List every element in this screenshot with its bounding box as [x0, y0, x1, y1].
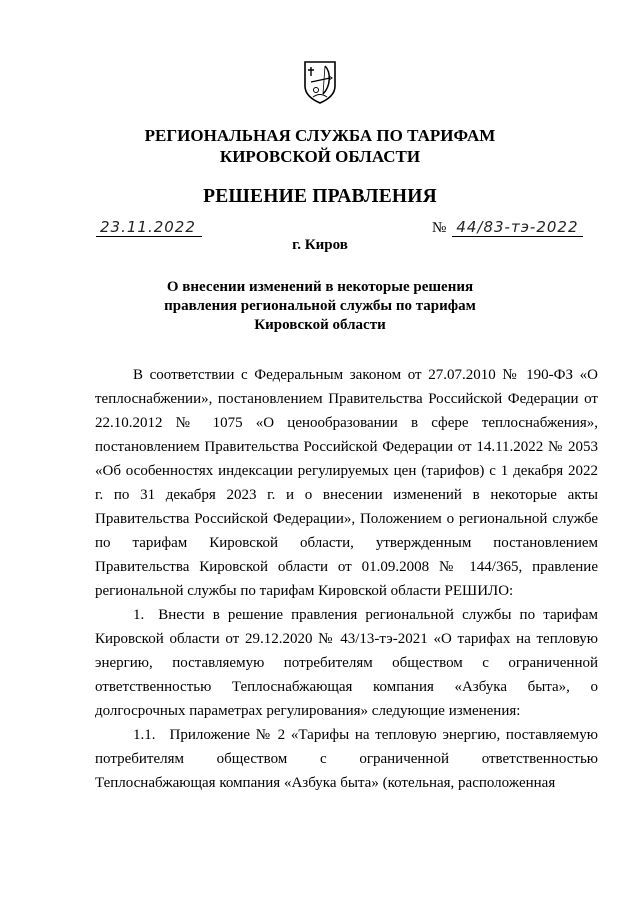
document-type-title: РЕШЕНИЕ ПРАВЛЕНИЯ	[203, 186, 437, 207]
document-date: 23.11.2022	[96, 218, 202, 237]
preamble-paragraph: В соответствии с Федеральным законом от 27.07.2010 № 190-ФЗ «О теплоснабжении», постановлением Правительства Российской Федерации от 22.10.2012 № 1075 «О ценообразовании в сфере теплоснабжения», постановлением Правительства Российской Федерации от 14.11.2022 № 2053 «Об особенностях индексации регулируемых цен (тарифов) с 1 декабря 2022 г. по 31 декабря 2023 г. и о внесении изменений в некоторые акты Правительства Российской Федерации», Положением о региональной службе по тарифам Кировской области, утвержденным постановлением Правительства Кировской области от 01.09.2008 № 144/365, правление региональной службы по тарифам Кировской области РЕШИЛО:	[95, 367, 598, 599]
organization-name-line2: КИРОВСКОЙ ОБЛАСТИ	[219, 147, 421, 166]
item-1-paragraph	[95, 603, 598, 723]
subject-line3: Кировской области	[254, 317, 386, 333]
document-subject	[0, 278, 640, 335]
document-city: г. Киров	[292, 237, 348, 253]
document-number: 44/83-тэ-2022	[452, 218, 582, 237]
subject-line2: правления региональной службы по тарифам	[164, 298, 476, 314]
item-1-1-paragraph	[95, 723, 598, 795]
organization-name-line1: РЕГИОНАЛЬНАЯ СЛУЖБА ПО ТАРИФАМ	[144, 126, 496, 145]
item-1-number: 1.	[133, 607, 145, 623]
item-1-text: Внести в решение правления региональной службы по тарифам Кировской области от 29.12.2020 № 43/13-тэ-2021 «О тарифах на тепловую энергию, поставляемую потребителям обществом с ограниченной ответственностью Теплоснабжающая компания «Азбука быта», о долгосрочных параметрах регулирования» следующие изменения:	[95, 607, 598, 719]
document-body	[95, 363, 598, 795]
document-number-block	[432, 218, 583, 237]
number-sign: №	[432, 220, 447, 236]
item-1-1-number: 1.1.	[133, 727, 156, 743]
kirov-coat-of-arms-icon	[303, 60, 337, 109]
subject-line1: О внесении изменений в некоторые решения	[166, 279, 474, 295]
item-1-1-text: Приложение № 2 «Тарифы на тепловую энергию, поставляемую потребителям обществом с ограниченной ответственностью Теплоснабжающая компания «Азбука быта» (котельная, расположенная	[95, 727, 598, 791]
